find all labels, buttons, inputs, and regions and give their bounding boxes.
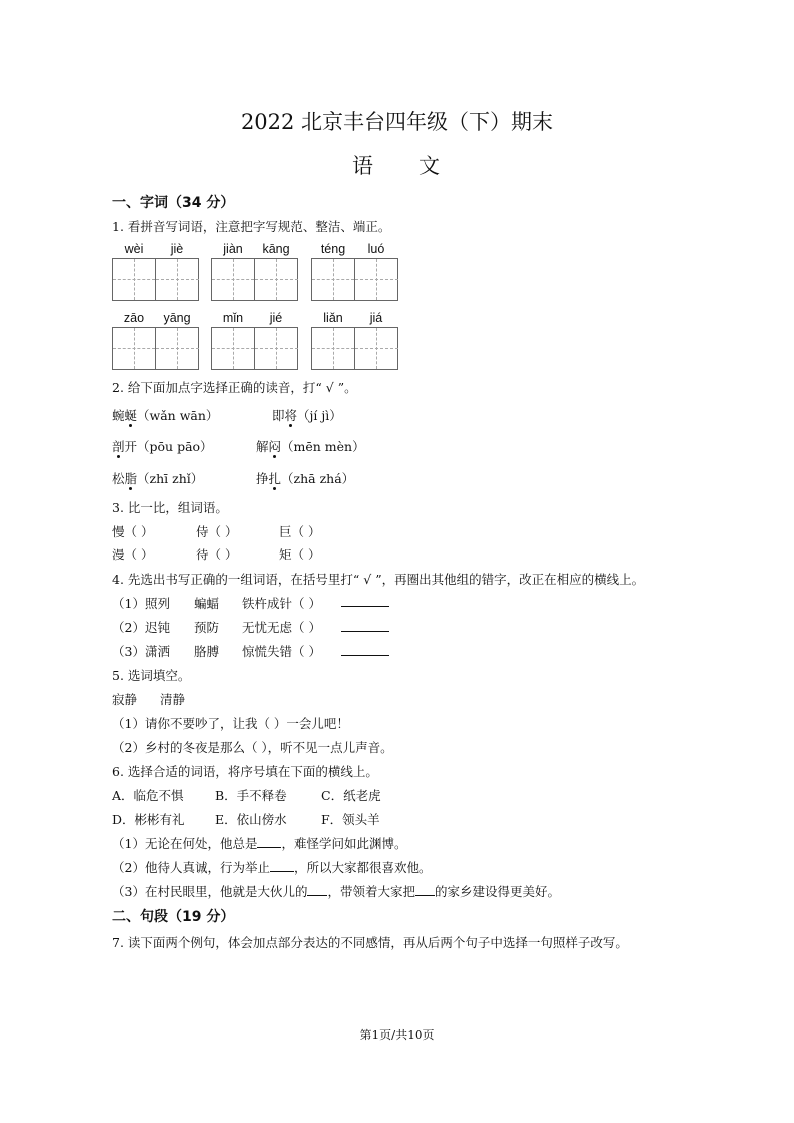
fill-sentence[interactable]: （2）他待人真诚，行为举止 ，所以大家都很喜欢他。 (112, 860, 432, 875)
reading-choice[interactable]: 松脂（zhī zhǐ） (112, 471, 204, 486)
answer-blank (270, 871, 294, 872)
answer-line[interactable] (341, 631, 389, 632)
question-7: 7. 读下面两个例句，体会加点部分表达的不同感情，再从后两个句子中选择一句照样子改写。 (112, 935, 628, 950)
pinyin-label: luó (367, 242, 385, 256)
question-5: 5. 选词填空。 (112, 668, 191, 683)
word-group-label: （1）照列 (112, 596, 170, 611)
answer-blank (307, 895, 327, 896)
question-2: 2. 给下面加点字选择正确的读音，打“ √ ”。 (112, 380, 357, 395)
option-f: F．领头羊 (321, 812, 380, 827)
dotted-char: 闷 (268, 439, 282, 454)
word-group-idiom[interactable]: 惊慌失错（ ） (242, 644, 321, 659)
reading-choice[interactable]: 蜿蜒（wǎn wān） (112, 408, 219, 423)
section-heading-words: 一、字词（34 分） (112, 195, 235, 211)
writing-grid[interactable] (311, 327, 398, 370)
word-group-word: 蝙蝠 (194, 596, 220, 611)
word-group-label: （3）潇洒 (112, 644, 170, 659)
answer-blank (257, 847, 281, 848)
reading-choice[interactable]: 即将（jí jì） (272, 408, 342, 423)
writing-grid[interactable] (211, 258, 298, 301)
option-e: E．依山傍水 (215, 812, 287, 827)
reading-choice[interactable]: 剖开（pōu pāo） (112, 439, 213, 454)
dotted-char: 将 (284, 408, 298, 423)
word-option: 寂静 (112, 692, 138, 707)
subject-title (0, 150, 794, 180)
pinyin-label: jiá (369, 311, 383, 325)
pinyin-label: jiè (170, 242, 184, 256)
word-option: 清静 (160, 692, 186, 707)
word-group-label: （2）迟钝 (112, 620, 170, 635)
answer-line[interactable] (341, 655, 389, 656)
option-a: A．临危不惧 (112, 788, 184, 803)
fill-sentence[interactable]: （1）请你不要吵了，让我（ ）一会儿吧！ (112, 716, 349, 731)
pinyin-label: jiàn (223, 242, 243, 256)
compare-item[interactable]: 漫（ ） (112, 547, 154, 562)
writing-grid[interactable] (211, 327, 298, 370)
pinyin-label: kāng (262, 242, 290, 256)
answer-line[interactable] (341, 606, 389, 607)
compare-item[interactable]: 侍（ ） (196, 524, 238, 539)
question-6: 6. 选择合适的词语，将序号填在下面的横线上。 (112, 764, 378, 779)
option-c: C．纸老虎 (321, 788, 381, 803)
pinyin-label: zāo (123, 311, 145, 325)
pinyin-label: jié (269, 311, 283, 325)
pinyin-label: yāng (163, 311, 191, 325)
page-title: 2022 北京丰台四年级（下）期末 (240, 110, 554, 134)
writing-grid[interactable] (112, 258, 199, 301)
compare-item[interactable]: 巨（ ） (279, 524, 321, 539)
option-b: B．手不释卷 (215, 788, 287, 803)
dotted-char: 蜒 (124, 408, 138, 423)
writing-grid[interactable] (112, 327, 199, 370)
question-4: 4. 先选出书写正确的一组词语，在括号里打“ √ ”，再圈出其他组的错字，改正在相应的横线上。 (112, 572, 645, 587)
compare-item[interactable]: 慢（ ） (112, 524, 154, 539)
pinyin-label: liǎn (323, 311, 343, 325)
pinyin-label: wèi (124, 242, 144, 256)
word-group-idiom[interactable]: 铁杵成针（ ） (242, 596, 321, 611)
answer-blank (415, 895, 435, 896)
question-1: 1. 看拼音写词语，注意把字写规范、整洁、端正。 (112, 219, 391, 234)
subject-char-2: 文 (419, 154, 442, 178)
compare-item[interactable]: 待（ ） (196, 547, 238, 562)
dotted-char: 扎 (268, 471, 282, 486)
reading-choice[interactable]: 解闷（mēn mèn） (256, 439, 365, 454)
section-heading-passage: 二、句段（19 分） (112, 909, 235, 925)
fill-sentence[interactable]: （2）乡村的冬夜是那么（ ），听不见一点儿声音。 (112, 740, 393, 755)
word-group-idiom[interactable]: 无忧无虑（ ） (242, 620, 321, 635)
writing-grid[interactable] (311, 258, 398, 301)
fill-sentence[interactable]: （1）无论在何处，他总是 ，难怪学问如此渊博。 (112, 836, 407, 851)
question-3: 3. 比一比，组词语。 (112, 500, 228, 515)
compare-item[interactable]: 矩（ ） (279, 547, 321, 562)
word-group-word: 预防 (194, 620, 220, 635)
pinyin-label: téng (320, 242, 346, 256)
fill-sentence[interactable]: （3）在村民眼里，他就是大伙儿的 ，带领着大家把 的家乡建设得更美好。 (112, 884, 560, 899)
subject-char-1: 语 (352, 154, 375, 178)
reading-choice[interactable]: 挣扎（zhā zhá） (256, 471, 355, 486)
word-group-word: 胳膊 (194, 644, 220, 659)
page-number: 第1页/共10页 (359, 1028, 435, 1042)
dotted-char: 脂 (124, 471, 138, 486)
option-d: D．彬彬有礼 (112, 812, 185, 827)
dotted-char: 剖 (112, 439, 125, 454)
pinyin-label: mǐn (222, 311, 244, 325)
